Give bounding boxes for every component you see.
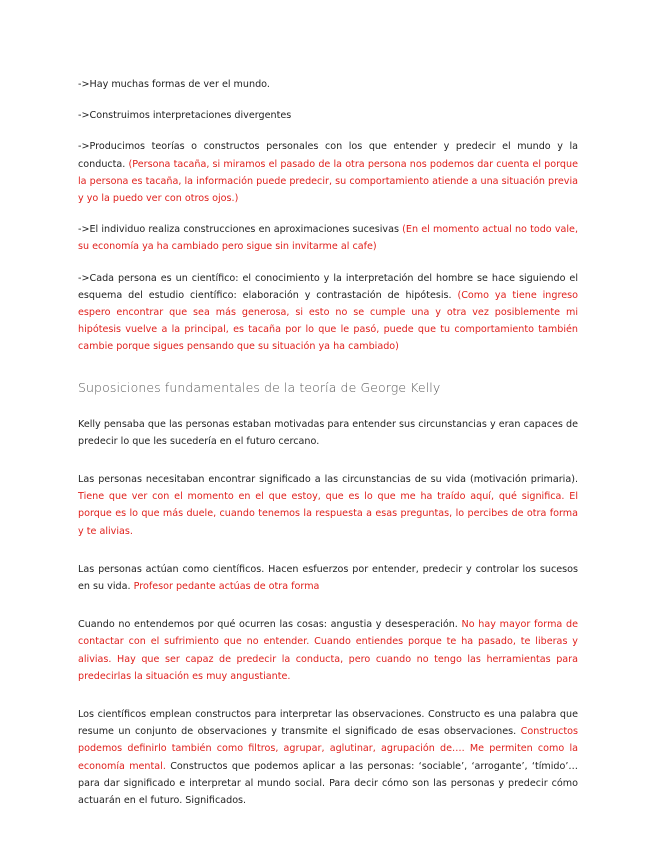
paragraph (78, 561, 578, 595)
bullet-text: ->Producimos teorías o constructos personales con los que entender y predecir el mundo y la conducta. (78, 141, 578, 170)
section-heading: Suposiciones fundamentales de la teoría de George Kelly (78, 379, 441, 395)
paragraph-text: Las personas actúan como científicos. Hacen esfuerzos por entender, predecir y controlar los sucesos en su vida. (78, 563, 578, 593)
paragraph-text: Los científicos emplean constructos para interpretar las observaciones. Constructo es una palabra que resume un conjunto de observaciones y transmite el significado de esas observaciones. (78, 709, 578, 738)
paragraph-note: Tiene que ver con el momento en el que estoy, que es lo que me ha traído aquí, qué significa. El porque es lo que más duele, cuando tenemos la respuesta a esas preguntas, lo percibes de otra forma y te alivias. (78, 491, 578, 537)
bullet-note: (En el momento actual no todo vale, su economía ya ha cambiado pero sigue sin invitarme al cafe) (78, 224, 579, 253)
paragraph (78, 706, 578, 809)
paragraph (78, 416, 578, 450)
paragraph-text-continued: Constructos que podemos aplicar a las personas: ‘sociable’, ‘arrogante’, ‘tímido’… para dar significado e interpretar al mundo social. Para decir cómo son las personas y predecir cómo actuarán en el futuro. Significados. (78, 760, 578, 807)
paragraph-note: Profesor pedante actúas de otra forma (133, 581, 320, 593)
paragraph-text: Kelly pensaba que las personas estaban motivadas para entender sus circunstancias y eran capaces de predecir lo que les sucedería en el futuro cercano. (78, 418, 578, 447)
bullet-text: ->Construimos interpretaciones divergentes (78, 110, 292, 122)
bullet-item (78, 76, 578, 93)
bullet-item (78, 107, 578, 124)
paragraph-note: No hay mayor forma de contactar con el sufrimiento que no entender. Cuando entiendes porque te ha pasado, te liberas y alivias. Hay que ser capaz de predecir la conducta, pero cuando no tengo las herramientas para predecirlas la situación es muy angustiante. (78, 619, 578, 682)
bullet-text: ->El individuo realiza construcciones en aproximaciones sucesivas (78, 224, 399, 236)
paragraph-text: Cuando no entendemos por qué ocurren las cosas: angustia y desesperación. (78, 619, 458, 631)
bullet-item (78, 270, 578, 356)
paragraph-note: Constructos podemos definirlo también como filtros, agrupar, aglutinar, agrupación de…. Me permiten como la economía mental. (78, 726, 578, 772)
paragraph-text: Las personas necesitaban encontrar significado a las circunstancias de su vida (motivación primaria). (78, 474, 578, 486)
bullet-note: (Como ya tiene ingreso espero encontrar que sea más generosa, si esto no se cumple una y otra vez posiblemente mi hipótesis vuelve a la principal, es tacaña por lo que le pasó, puede que tu comportamiento también cambie porque sigues pensando que su situación ya ha cambiado) (78, 289, 578, 353)
document-page (78, 76, 578, 809)
bullet-text: ->Hay muchas formas de ver el mundo. (78, 79, 270, 90)
paragraph (78, 471, 578, 540)
bullet-item (78, 138, 578, 207)
paragraph (78, 616, 578, 685)
bullet-text: ->Cada persona es un científico: el conocimiento y la interpretación del hombre se hace siguiendo el esquema del estudio científico: elaboración y contrastación de hipótesis. (78, 272, 578, 301)
bullet-item (78, 221, 578, 255)
bullet-note: (Persona tacaña, si miramos el pasado de la otra persona nos podemos dar cuenta el porque la persona es tacaña, la información puede predecir, su comportamiento atiende a una situación previa y yo la puedo ver con otros ojos.) (78, 158, 578, 205)
